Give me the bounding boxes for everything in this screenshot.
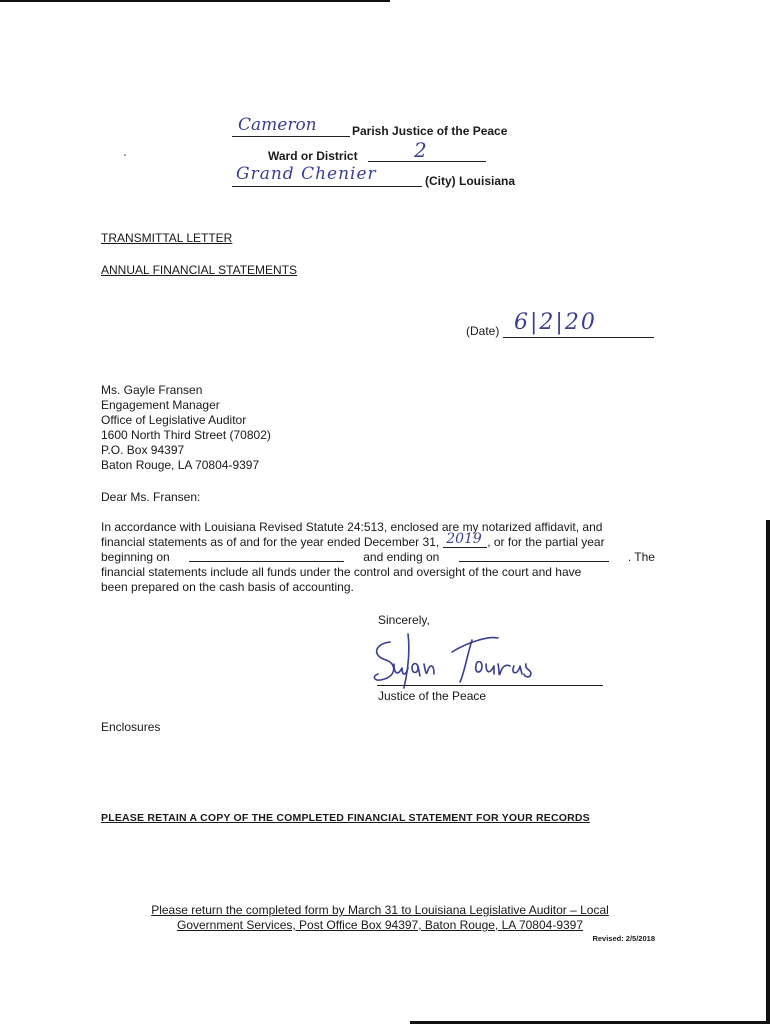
recipient-line: Office of Legislative Auditor [101,413,247,427]
body-line-5 [101,580,655,595]
transmittal-title: TRANSMITTAL LETTER [101,231,233,245]
date-handwritten: 6|2|20 [514,310,597,335]
body-line-3 [101,550,655,565]
parish-label: Parish Justice of the Peace [352,124,508,138]
body-text: . The [627,550,655,564]
date-fill-line [503,337,654,338]
scan-speck [124,154,126,156]
body-text: In accordance with Louisiana Revised Statute 24:513, enclosed are my notarized affidavit, and [101,520,603,534]
scan-edge-top [0,0,390,2]
body-paragraph [101,520,655,595]
recipient-line: Ms. Gayle Fransen [101,383,203,397]
body-text: , or for the partial year [487,535,605,549]
body-text: and ending on [363,550,440,564]
ward-label: Ward or District [268,149,358,163]
signature-line [377,685,603,686]
parish-fill-line [232,136,350,137]
ending-date-blank [459,550,609,562]
signature-image [368,630,548,690]
ward-fill-line [368,161,486,162]
body-text: been prepared on the cash basis of accounting. [101,580,354,594]
sincerely: Sincerely, [378,613,430,627]
parish-handwritten: Cameron [238,115,317,135]
city-handwritten: Grand Chenier [236,164,377,184]
annual-title: ANNUAL FINANCIAL STATEMENTS [101,263,298,277]
recipient-line: Engagement Manager [101,398,220,412]
signer-title: Justice of the Peace [378,689,487,703]
recipient-line: 1600 North Third Street (70802) [101,428,271,442]
body-line-4 [101,565,655,580]
body-line-1 [101,520,655,535]
year-handwritten: 2019 [446,531,482,547]
city-label: (City) Louisiana [425,174,516,188]
return-instructions [110,903,650,933]
body-text: financial statements as of and for the year ended December 31, [101,535,440,549]
retain-notice: PLEASE RETAIN A COPY OF THE COMPLETED FINANCIAL STATEMENT FOR YOUR RECORDS [101,812,590,824]
recipient-line: P.O. Box 94397 [101,443,185,457]
body-text: financial statements include all funds under the control and oversight of the court and have [101,565,582,579]
recipient-line: Baton Rouge, LA 70804-9397 [101,458,260,472]
revised-date: Revised: 2/5/2018 [592,934,655,943]
body-text: beginning on [101,550,170,564]
date-label: (Date) [466,324,500,338]
body-line-2 [101,531,655,550]
footer-line-2: Government Services, Post Office Box 94397, Baton Rouge, LA 70804-9397 [176,918,584,932]
enclosures: Enclosures [101,720,161,734]
salutation: Dear Ms. Fransen: [101,490,201,504]
year-fill-line [443,531,487,548]
scan-edge-right [766,520,770,1024]
ward-handwritten: 2 [414,138,427,162]
city-fill-line [232,186,422,187]
recipient-address [101,383,271,473]
footer-line-1: Please return the completed form by March 31 to Louisiana Legislative Auditor – Local [151,903,609,917]
beginning-date-blank [189,550,344,562]
